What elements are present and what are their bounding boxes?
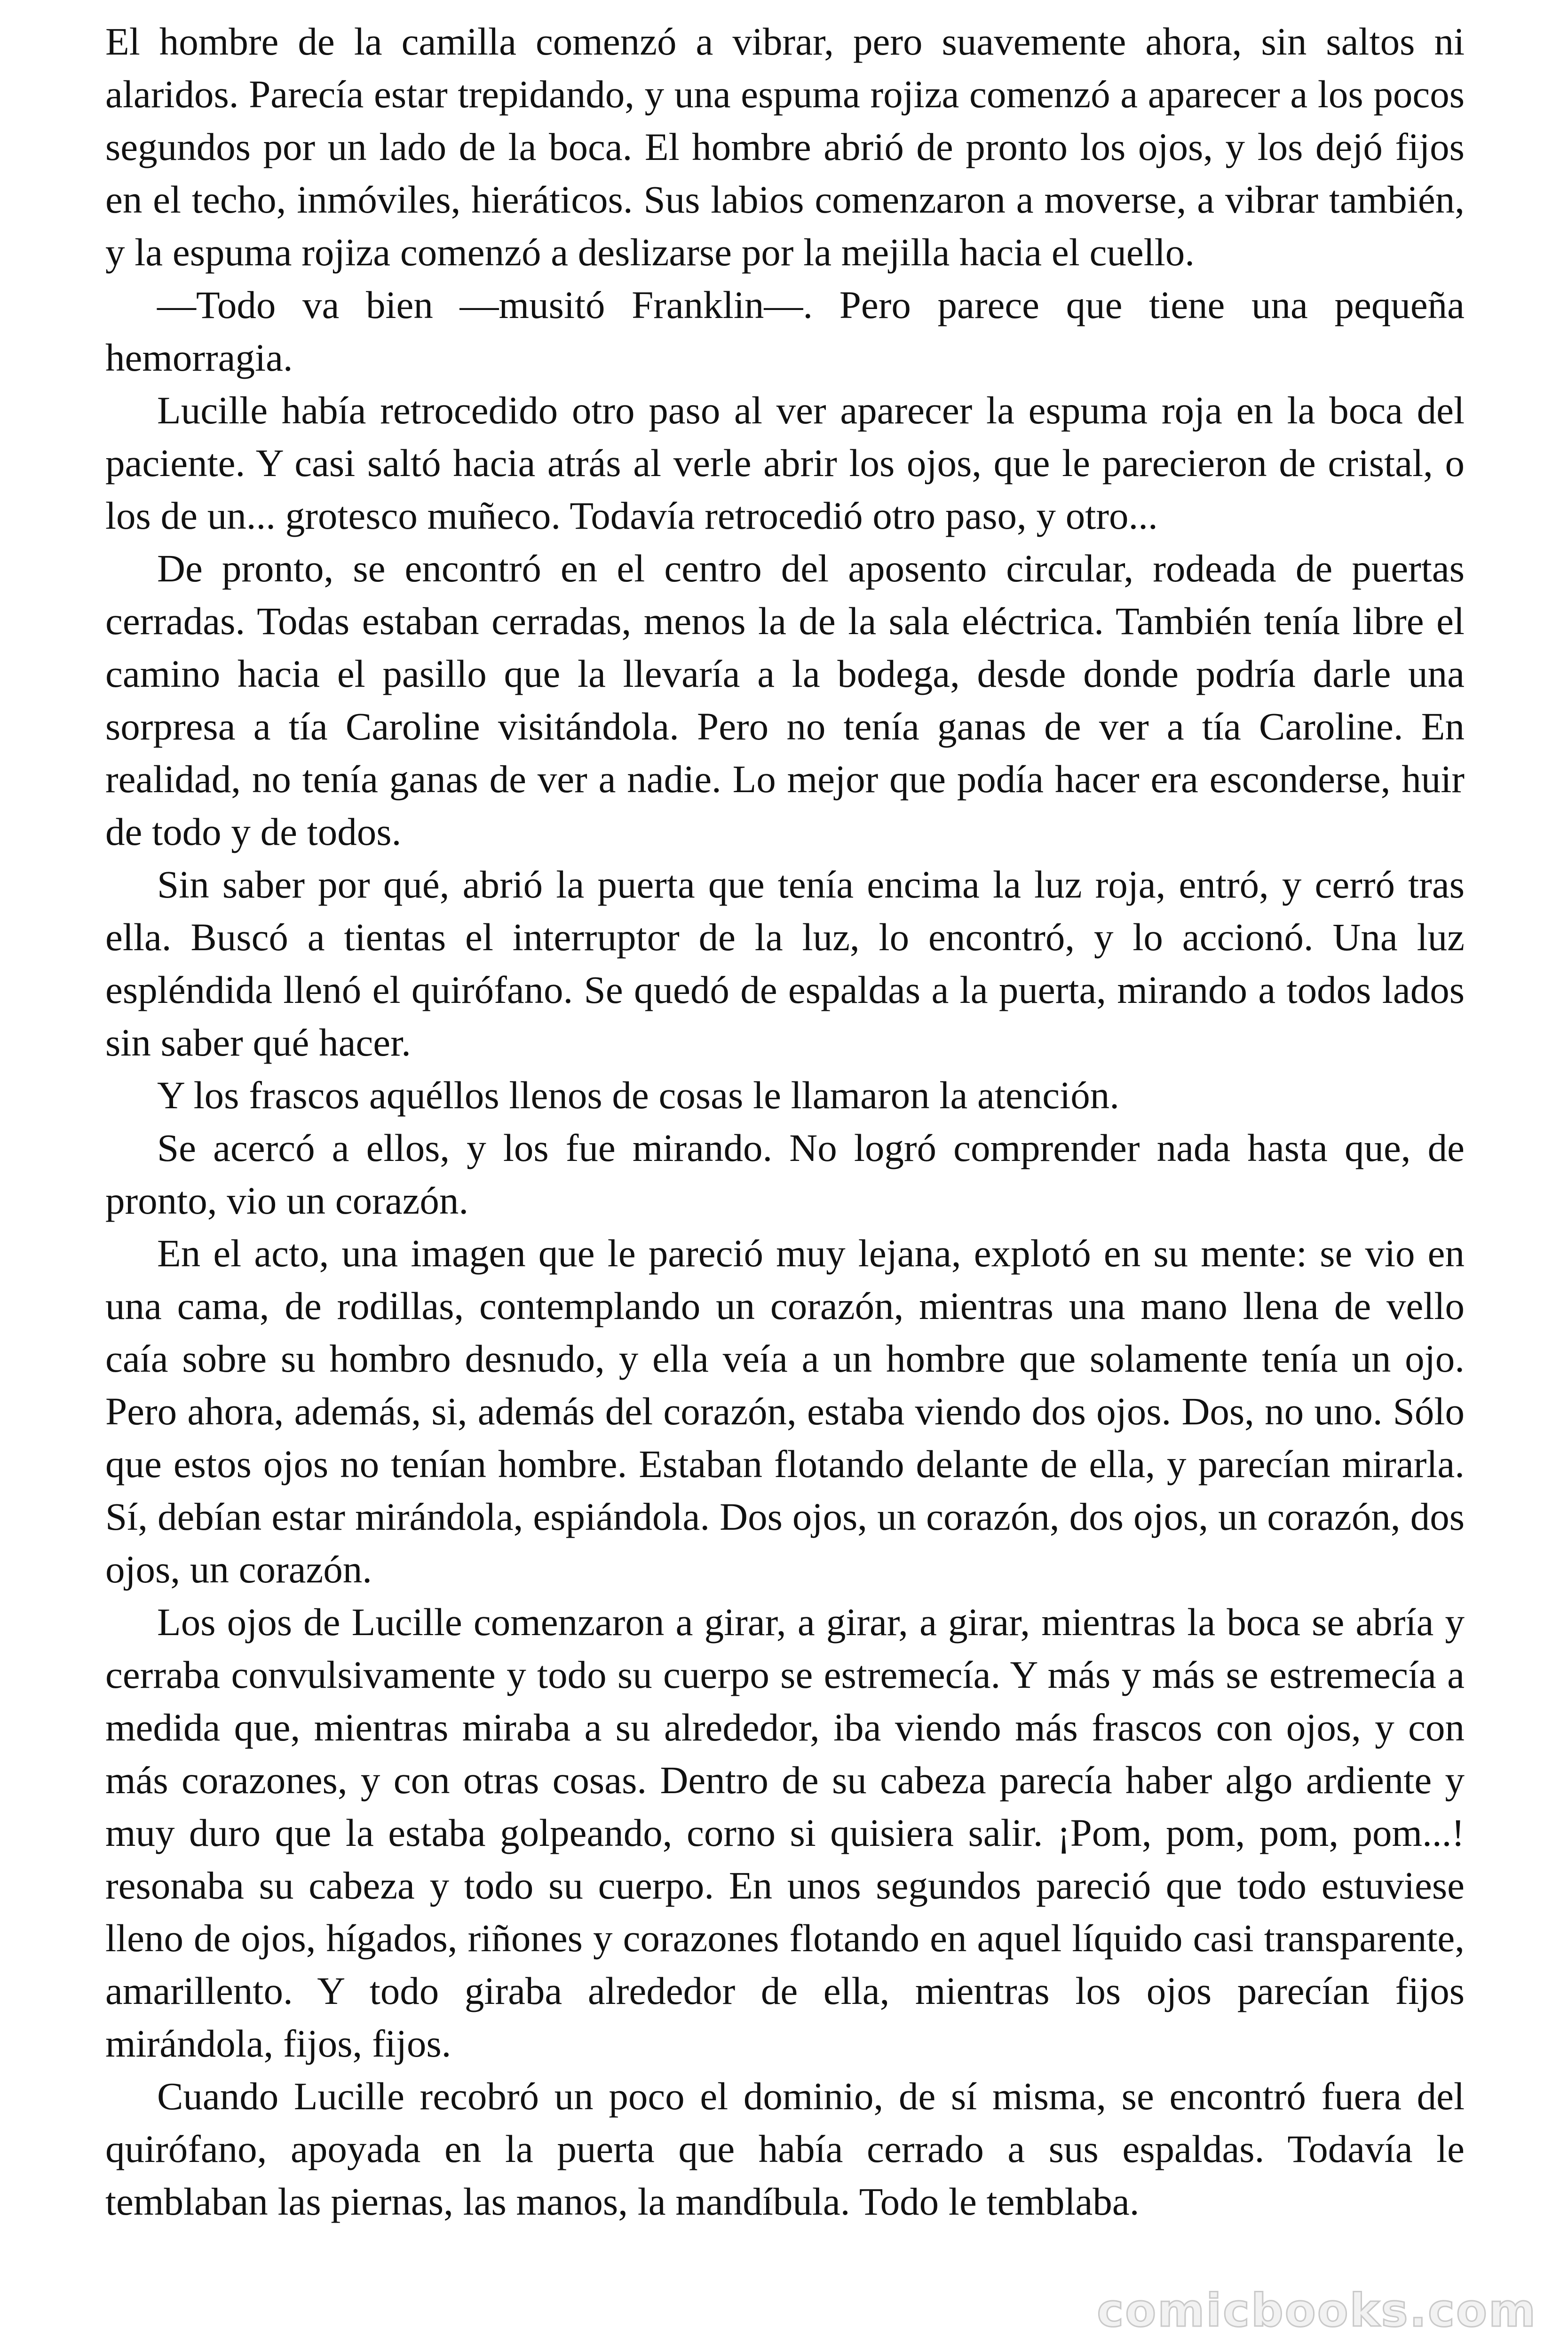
paragraph: El hombre de la camilla comenzó a vibrar, pero suavemente ahora, sin saltos ni alaridos. Parecía estar trepidando, y una espuma rojiza comenzó a aparecer a los pocos segundos por un lado de la boca. El hombre abrió de pronto los ojos, y los dejó fijos en el techo, inmóviles, hieráticos. Sus labios comenzaron a moverse, a vibrar también, y la espuma rojiza comenzó a deslizarse por la mejilla hacia el cuello. <box>105 20 1465 274</box>
paragraph: Sin saber por qué, abrió la puerta que tenía encima la luz roja, entró, y cerró tras ella. Buscó a tientas el interruptor de la luz, lo encontró, y lo accionó. Una luz espléndida llenó el quirófano. Se quedó de espaldas a la puerta, mirando a todos lados sin saber qué hacer. <box>105 863 1465 1064</box>
paragraph: De pronto, se encontró en el centro del aposento circular, rodeada de puertas cerradas. Todas estaban cerradas, menos la de la sala eléctrica. También tenía libre el camino hacia el pasillo que la llevaría a la bodega, desde donde podría darle una sorpresa a tía Caroline visitándola. Pero no tenía ganas de ver a tía Caroline. En realidad, no tenía ganas de ver a nadie. Lo mejor que podía hacer era esconderse, huir de todo y de todos. <box>105 547 1465 853</box>
watermark: comicbooks.com <box>1097 2284 1537 2337</box>
paragraph: Cuando Lucille recobró un poco el dominio, de sí misma, se encontró fuera del quirófano, apoyada en la puerta que había cerrado a sus espaldas. Todavía le temblaban las piernas, las manos, la mandíbula. Todo le temblaba. <box>105 2074 1465 2223</box>
paragraph: Se acercó a ellos, y los fue mirando. No logró comprender nada hasta que, de pronto, vio un corazón. <box>105 1126 1465 1222</box>
paragraph: En el acto, una imagen que le pareció muy lejana, explotó en su mente: se vio en una cama, de rodillas, contemplando un corazón, mientras una mano llena de vello caía sobre su hombro desnudo, y ella veía a un hombre que solamente tenía un ojo. Pero ahora, además, si, además del corazón, estaba viendo dos ojos. Dos, no uno. Sólo que estos ojos no tenían hombre. Estaban flotando delante de ella, y parecían mirarla. Sí, debían estar mirándola, espiándola. Dos ojos, un corazón, dos ojos, un corazón, dos ojos, un corazón. <box>105 1232 1465 1591</box>
paragraph: Y los frascos aquéllos llenos de cosas le llamaron la atención. <box>157 1073 1119 1117</box>
book-page <box>105 15 1465 2228</box>
paragraph: Lucille había retrocedido otro paso al ver aparecer la espuma roja en la boca del paciente. Y casi saltó hacia atrás al verle abrir los ojos, que le parecieron de cristal, o los de un... grotesco muñeco. Todavía retrocedió otro paso, y otro... <box>105 389 1465 537</box>
paragraph: —Todo va bien —musitó Franklin—. Pero parece que tiene una pequeña hemorragia. <box>105 283 1465 379</box>
paragraph: Los ojos de Lucille comenzaron a girar, a girar, a girar, mientras la boca se abría y cerraba convulsivamente y todo su cuerpo se estremecía. Y más y más se estremecía a medida que, mientras miraba a su alrededor, iba viendo más frascos con ojos, y con más corazones, y con otras cosas. Dentro de su cabeza parecía haber algo ardiente y muy duro que la estaba golpeando, corno si quisiera salir. ¡Pom, pom, pom, pom...! resonaba su cabeza y todo su cuerpo. En unos segundos pareció que todo estuviese lleno de ojos, hígados, riñones y corazones flotando en aquel líquido casi transparente, amarillento. Y todo giraba alrededor de ella, mientras los ojos parecían fijos mirándola, fijos, fijos. <box>105 1600 1465 2065</box>
